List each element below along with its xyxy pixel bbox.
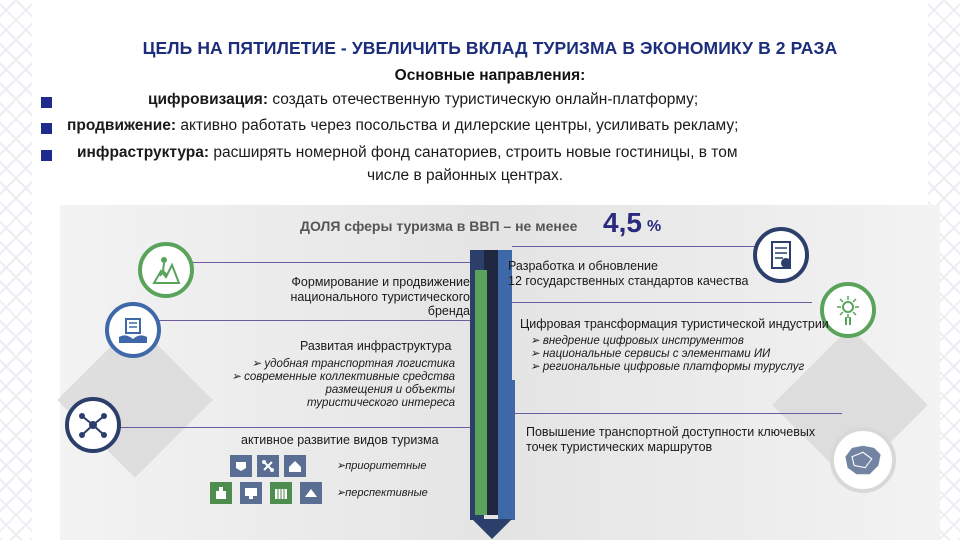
block-infra-title: Развитая инфраструктура [300,339,452,353]
bullet-icon [41,150,52,161]
pencil-tip [472,519,512,539]
divider [120,427,470,428]
tourism-priority-label: ➢приоритетные [336,460,427,472]
bar-green [475,270,487,515]
block-brand-line: бренда [427,304,470,318]
block-transport [526,425,844,454]
direction-text: расширять номерной фонд санаториев, строить новые гостиницы, в том [213,144,738,161]
block-tourism-title: активное развитие видов туризма [241,433,439,447]
infra-item: размещения и объекты [325,384,455,396]
divider [170,262,470,263]
gdp-value: 4,5 [603,207,642,238]
tourism-type-icon [230,455,252,477]
infra-item: ➢ удобная транспортная логистика [251,358,455,370]
digital-item: ➢ внедрение цифровых инструментов [530,335,744,347]
divider [512,413,842,414]
divider [512,302,812,303]
digital-item: ➢ региональные цифровые платформы туруслуг [530,361,805,373]
block-brand-line: национального туристического [290,289,470,304]
direction-infrastructure-cont: числе в районных центрах. [367,167,564,184]
network-icon [65,397,121,453]
infra-list [210,358,455,410]
block-digital-title: Цифровая трансформация туристической индустрии [520,317,829,331]
divider [512,246,762,247]
tourism-perspective-label: ➢перспективные [336,487,428,499]
bar-blue-low [505,380,515,520]
gdp-unit: % [647,218,662,235]
tourism-type-icon [257,455,279,477]
tourism-type-icon [300,482,322,504]
direction-key: инфраструктура: [77,144,210,161]
direction-digital [148,91,698,109]
block-standards-line: 12 государственных стандартов качества [508,273,749,288]
digital-item: ➢ национальные сервисы с элементами ИИ [530,348,771,360]
page-title: ЦЕЛЬ НА ПЯТИЛЕТИЕ - УВЕЛИЧИТЬ ВКЛАД ТУРИЗМА В ЭКОНОМИКУ В 2 РАЗА [142,38,838,58]
left-pattern [0,0,32,540]
tourism-type-icon [240,482,262,504]
block-infrastructure [300,339,465,354]
infra-item: ➢ современные коллективные средства [231,371,455,383]
direction-key: продвижение: [67,117,177,134]
block-standards-line: Разработка и обновление [508,259,658,273]
tourism-type-icon [210,482,232,504]
bullet-icon [41,123,52,134]
page-subtitle: Основные направления: [394,67,586,84]
block-transport-line: Повышение транспортной доступности ключевых [526,425,816,439]
bullet-icon [41,97,52,108]
block-brand-line: Формирование и продвижение [291,275,470,289]
direction-key: цифровизация: [148,91,268,108]
direction-text: создать отечественную туристическую онлайн-платформу; [272,91,699,108]
tourism-type-icon [270,482,292,504]
direction-infrastructure [77,144,738,162]
hands-building-icon [105,302,161,358]
divider [150,320,470,321]
gdp-label: ДОЛЯ сферы туризма в ВВП – не менее [300,218,578,234]
block-transport-line: точек туристических маршрутов [526,439,713,454]
direction-text: активно работать через посольства и дилерские центры, усиливать рекламу; [180,117,739,134]
infra-item: туристического интереса [306,397,455,409]
hiker-icon [138,242,194,298]
direction-promotion [67,117,738,135]
tourism-type-icon [284,455,306,477]
infographic-panel [60,205,940,540]
block-brand [275,275,470,319]
block-standards [508,259,788,288]
digital-list [530,335,820,374]
